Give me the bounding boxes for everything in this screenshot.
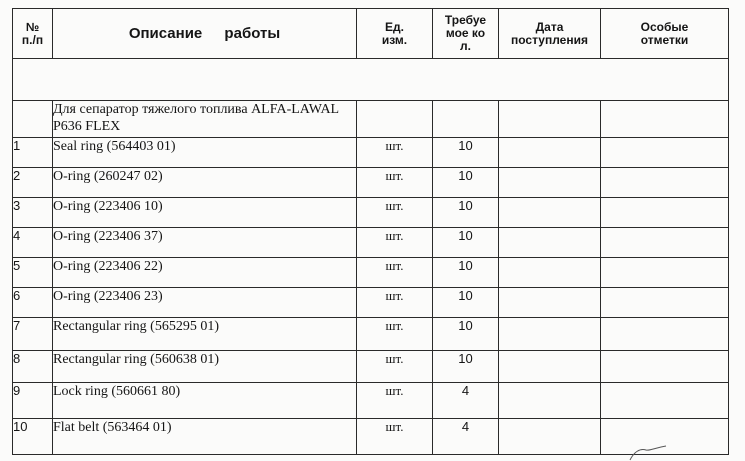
table-row [13, 351, 729, 383]
row-description: O-ring (260247 02) [53, 168, 357, 198]
table-row [13, 383, 729, 419]
row-unit: шт. [357, 288, 433, 318]
section-unit-cell [357, 101, 433, 138]
header-arrival-date: Дата поступления [499, 9, 601, 59]
table-row [13, 228, 729, 258]
row-description: O-ring (223406 23) [53, 288, 357, 318]
row-arrival-date [499, 228, 601, 258]
row-description: Rectangular ring (565295 01) [53, 318, 357, 351]
row-description: O-ring (223406 37) [53, 228, 357, 258]
row-unit: шт. [357, 318, 433, 351]
table-row [13, 419, 729, 455]
row-arrival-date [499, 419, 601, 455]
row-notes [601, 138, 729, 168]
header-notes: Особые отметки [601, 9, 729, 59]
row-quantity: 10 [433, 168, 499, 198]
row-description: Lock ring (560661 80) [53, 383, 357, 419]
row-description: Rectangular ring (560638 01) [53, 351, 357, 383]
blank-spacer-row [13, 59, 729, 101]
header-quantity: Требуемое кол. [433, 9, 499, 59]
row-unit: шт. [357, 198, 433, 228]
header-row [13, 9, 729, 59]
pen-mark-icon [628, 444, 668, 461]
section-notes-cell [601, 101, 729, 138]
row-notes [601, 383, 729, 419]
row-description: Flat belt (563464 01) [53, 419, 357, 455]
row-number: 3 [13, 198, 53, 228]
row-quantity: 10 [433, 351, 499, 383]
row-number: 5 [13, 258, 53, 288]
row-arrival-date [499, 351, 601, 383]
row-description: O-ring (223406 22) [53, 258, 357, 288]
row-quantity: 10 [433, 138, 499, 168]
row-notes [601, 288, 729, 318]
row-number: 7 [13, 318, 53, 351]
row-notes [601, 198, 729, 228]
row-arrival-date [499, 258, 601, 288]
row-arrival-date [499, 288, 601, 318]
row-notes [601, 318, 729, 351]
row-arrival-date [499, 383, 601, 419]
row-description: Seal ring (564403 01) [53, 138, 357, 168]
table-row [13, 318, 729, 351]
row-number: 2 [13, 168, 53, 198]
row-number: 6 [13, 288, 53, 318]
row-unit: шт. [357, 419, 433, 455]
row-quantity: 10 [433, 288, 499, 318]
row-notes [601, 258, 729, 288]
table-row [13, 138, 729, 168]
row-notes [601, 228, 729, 258]
table-row [13, 288, 729, 318]
row-description: O-ring (223406 10) [53, 198, 357, 228]
section-row [13, 101, 729, 138]
table-row [13, 168, 729, 198]
row-quantity: 4 [433, 383, 499, 419]
row-number: 1 [13, 138, 53, 168]
row-unit: шт. [357, 383, 433, 419]
row-arrival-date [499, 168, 601, 198]
row-unit: шт. [357, 228, 433, 258]
row-number: 4 [13, 228, 53, 258]
row-unit: шт. [357, 258, 433, 288]
section-number-cell [13, 101, 53, 138]
row-number: 8 [13, 351, 53, 383]
row-quantity: 4 [433, 419, 499, 455]
header-unit: Ед. изм. [357, 9, 433, 59]
row-quantity: 10 [433, 318, 499, 351]
row-notes [601, 351, 729, 383]
table-row [13, 258, 729, 288]
row-arrival-date [499, 138, 601, 168]
row-notes [601, 168, 729, 198]
section-title: Для сепаратор тяжелого топлива ALFA-LAWAL P636 FLEX [53, 101, 357, 138]
row-number: 9 [13, 383, 53, 419]
row-number: 10 [13, 419, 53, 455]
section-qty-cell [433, 101, 499, 138]
row-quantity: 10 [433, 258, 499, 288]
row-unit: шт. [357, 138, 433, 168]
row-quantity: 10 [433, 198, 499, 228]
row-unit: шт. [357, 168, 433, 198]
blank-cell [13, 59, 729, 101]
row-unit: шт. [357, 351, 433, 383]
row-quantity: 10 [433, 228, 499, 258]
row-arrival-date [499, 198, 601, 228]
table-row [13, 198, 729, 228]
header-description: Описание работы [53, 9, 357, 59]
header-number: № п./п [13, 9, 53, 59]
row-arrival-date [499, 318, 601, 351]
section-date-cell [499, 101, 601, 138]
work-order-table [12, 8, 729, 455]
